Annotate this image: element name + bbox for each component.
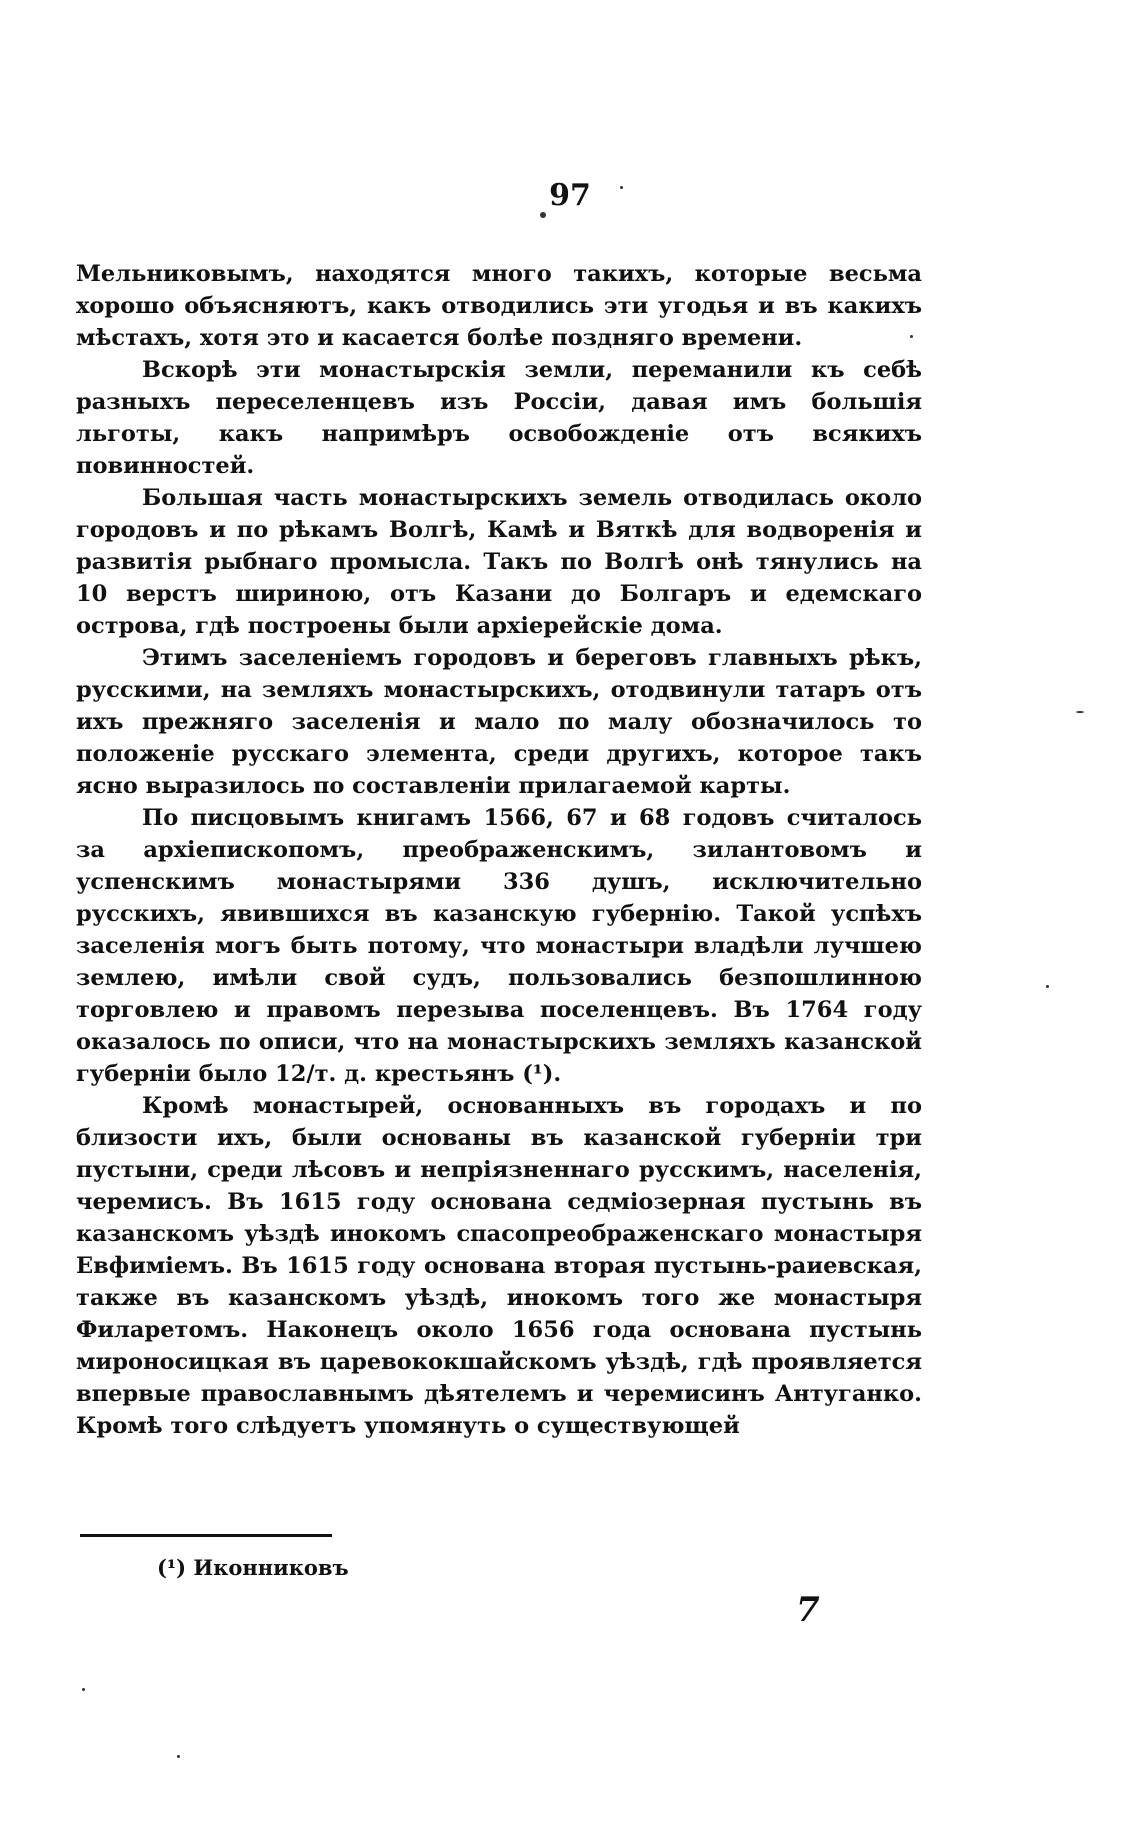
speck bbox=[177, 1755, 180, 1758]
footnote: (¹) Иконниковъ bbox=[157, 1555, 349, 1580]
paragraph: Мельниковымъ, находятся много такихъ, которые весьма хорошо объясняютъ, какъ отводились эти угодья и въ какихъ мѣстахъ, хотя это и касается болѣе поздняго времени. bbox=[76, 261, 922, 351]
printer-signature-mark: 7 bbox=[796, 1590, 820, 1630]
speck bbox=[540, 212, 546, 218]
page-number: 97 bbox=[549, 178, 591, 213]
speck bbox=[1076, 711, 1084, 713]
speck bbox=[1046, 985, 1049, 988]
speck bbox=[910, 335, 913, 338]
speck bbox=[82, 1688, 85, 1691]
paragraph: Этимъ заселеніемъ городовъ и береговъ главныхъ рѣкъ, русскими, на земляхъ монастырскихъ, отодвинули татаръ отъ ихъ прежняго заселенія и мало по малу обозначилось то положеніе русскаго элемента, среди другихъ, которое такъ ясно выразилось по составленіи прилагаемой карты. bbox=[76, 645, 922, 799]
paragraph: Вскорѣ эти монастырскія земли, переманили къ себѣ разныхъ переселенцевъ изъ Россіи, давая имъ большія льготы, какъ напримѣръ освобожденіе отъ всякихъ повинностей. bbox=[76, 357, 922, 479]
speck bbox=[620, 186, 623, 189]
paragraph: Большая часть монастырскихъ земель отводилась около городовъ и по рѣкамъ Волгѣ, Камѣ и Вяткѣ для водворенія и развитія рыбнаго промысла. Такъ по Волгѣ онѣ тянулись на 10 верстъ шириною, отъ Казани до Болгаръ и едемскаго острова, гдѣ построены были архіерейскіе дома. bbox=[76, 485, 922, 639]
footnote-divider bbox=[80, 1534, 332, 1537]
paragraph: Кромѣ монастырей, основанныхъ въ городахъ и по близости ихъ, были основаны въ казанской губерніи три пустыни, среди лѣсовъ и непріязненнаго русскимъ, населенія, черемисъ. Въ 1615 году основана седміозерная пустынь въ казанскомъ уѣздѣ инокомъ спасопреображенскаго монастыря Евфиміемъ. Въ 1615 году основана вторая пустынь-раиевская, также въ казанскомъ уѣздѣ, инокомъ того же монастыря Филаретомъ. Наконецъ около 1656 года основана пустынь мироносицкая въ царевококшайскомъ уѣздѣ, гдѣ проявляется впервые православнымъ дѣятелемъ и черемисинъ Антуганко. Кромѣ того слѣдуетъ упомянуть о существующей bbox=[76, 1093, 922, 1439]
paragraph: По писцовымъ книгамъ 1566, 67 и 68 годовъ считалось за архіепископомъ, преображенскимъ, зилантовомъ и успенскимъ монастырями 336 душъ, исключительно русскихъ, явившихся въ казанскую губернію. Такой успѣхъ заселенія могъ быть потому, что монастыри владѣли лучшею землею, имѣли свой судъ, пользовались безпошлинною торговлею и правомъ перезыва поселенцевъ. Въ 1764 году оказалось по описи, что на монастырскихъ земляхъ казанской губерніи было 12/т. д. крестьянъ (¹). bbox=[76, 805, 922, 1087]
body-text bbox=[76, 258, 922, 1442]
